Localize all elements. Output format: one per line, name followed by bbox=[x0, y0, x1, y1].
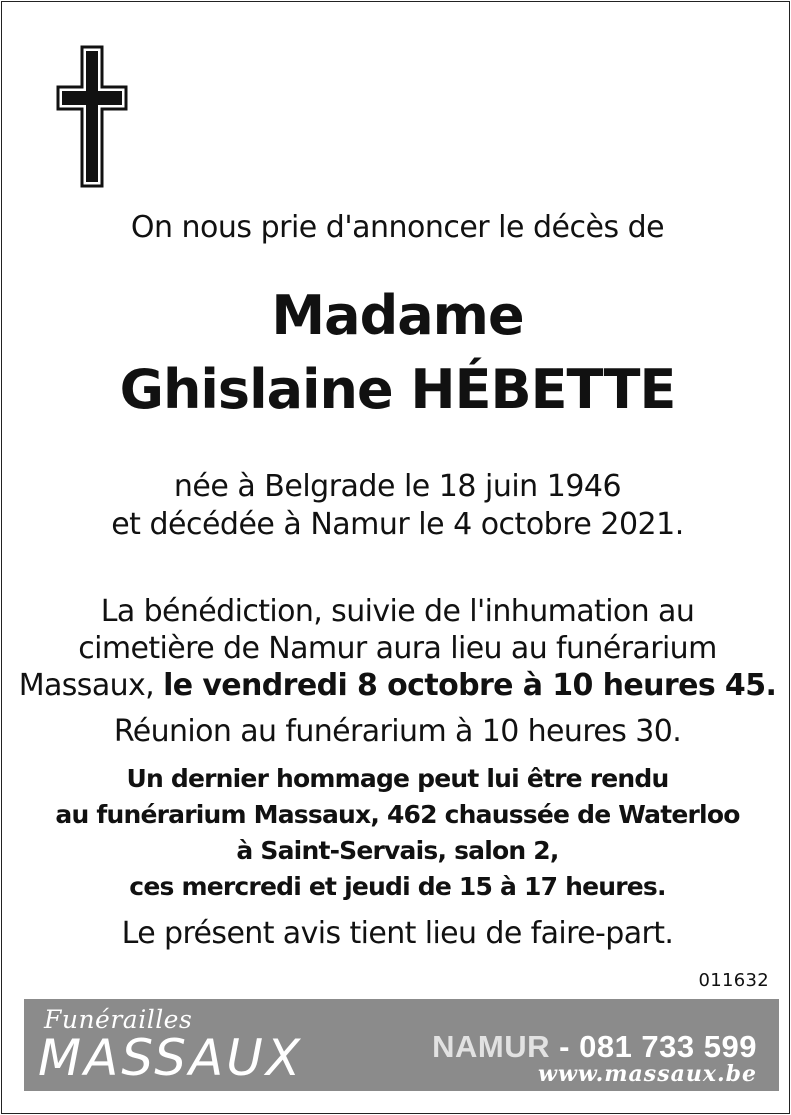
reference-number: 011632 bbox=[698, 970, 769, 991]
ceremony-block bbox=[2, 593, 791, 704]
death-line: et décédée à Namur le 4 octobre 2021. bbox=[111, 507, 684, 542]
brand-logo: MASSAUX bbox=[38, 1029, 304, 1087]
obituary-frame bbox=[1, 1, 790, 1114]
ceremony-line: La bénédiction, suivie de l'inhumation au bbox=[100, 594, 695, 629]
birth-line: née à Belgrade le 18 juin 1946 bbox=[173, 469, 622, 504]
homage-block bbox=[2, 761, 791, 905]
ceremony-line: cimetière de Namur aura lieu au funérarium bbox=[78, 631, 717, 666]
brand-subtitle: Funérailles bbox=[44, 1005, 193, 1034]
phone-number: 081 733 599 bbox=[579, 1029, 757, 1064]
homage-line: Un dernier hommage peut lui être rendu bbox=[126, 764, 669, 793]
homage-line: au funérarium Massaux, 462 chaussée de Waterloo bbox=[55, 800, 740, 829]
contact-phone bbox=[432, 1029, 757, 1065]
ceremony-date: le vendredi 8 octobre à 10 heures 45. bbox=[163, 668, 777, 703]
reunion-text: Réunion au funérarium à 10 heures 30. bbox=[113, 714, 682, 749]
homage-line: à Saint-Servais, salon 2, bbox=[236, 836, 559, 865]
deceased-title: Madame bbox=[271, 284, 524, 347]
ceremony-prefix: Massaux, bbox=[18, 668, 155, 703]
intro-text: On nous prie d'annoncer le décès de bbox=[130, 210, 665, 245]
city-label: NAMUR bbox=[432, 1029, 551, 1064]
homage-line: ces mercredi et jeudi de 15 à 17 heures. bbox=[129, 872, 666, 901]
closing-text: Le présent avis tient lieu de faire-part. bbox=[121, 916, 674, 951]
separator: - bbox=[559, 1029, 570, 1064]
cross-icon bbox=[55, 45, 129, 189]
ceremony-line bbox=[2, 667, 791, 704]
funeral-home-banner bbox=[24, 999, 779, 1091]
deceased-name: Ghislaine HÉBETTE bbox=[119, 358, 676, 421]
birth-death-block bbox=[2, 468, 791, 544]
website-link[interactable]: www.massaux.be bbox=[538, 1061, 757, 1087]
